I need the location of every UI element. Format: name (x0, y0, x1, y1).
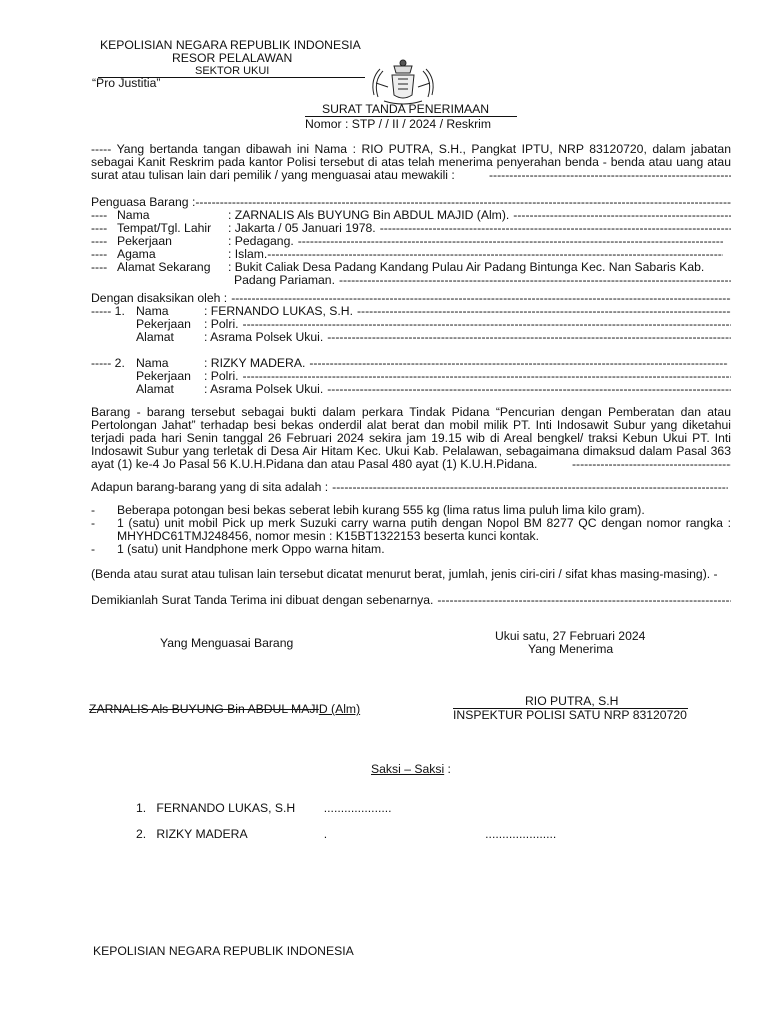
field-prefix: ---- (91, 234, 108, 248)
dash-fill (267, 248, 723, 261)
witness-value: : RIZKY MADERA. (204, 356, 306, 370)
intro-text: ----- Yang bertanda tangan dibawah ini Nama : RIO PUTRA, S.H., Pangkat IPTU, NRP 83120720, dalam jabatan sebagai Kanit Reskrim pada kantor Polisi tersebut di atas telah menerima penyerahan benda - benda atau uang atau surat atau tulisan lain dari pemilik / yang menguasai atau mewakili : (91, 142, 731, 182)
seized-item-2: 1 (satu) unit mobil Pick up merk Suzuki carry warna putih dengan Nopol BM 8277 QC dengan nomor rangka : MHYHDC61TMJ248456, nomor mesin : K15BT1322153 beserta kunci kontak. (117, 516, 731, 543)
sector-name: SEKTOR UKUI (195, 65, 270, 77)
field-prefix: ---- (91, 247, 108, 261)
case-text: Barang - barang tersebut sebagai bukti dalam perkara Tindak Pidana “Pencurian dengan Pemberatan dan atau Pertolongan Jahat” terhadap besi bekas onderdil alat berat dan mobil milik PT. Inti Indosawit Subur yang diketahui terjadi pada hari Senin tanggal 26 Februari 2024 sekira jam 19.15 wib di Areal bengkel/ traksi Kebun Ukui PT. Inti Indosawit Subur yang terletak di Desa Air Hitam Kec. Ukui Kab. Pelalawan, sebagaimana dimaksud dalam Pasal 363 ayat (1) ke-4 Jo Pasal 56 K.U.H.Pidana dan atau Pasal 480 ayat (1) K.U.H.Pidana. (91, 405, 731, 471)
seized-item-1: Beberapa potongan besi bekas seberat lebih kurang 555 kg (lima ratus lima puluh lima kilo gram). (117, 503, 645, 517)
witness-label: Nama (136, 304, 169, 318)
signature-right-rank: INSPEKTUR POLISI SATU NRP 83120720 (453, 708, 687, 722)
dash-fill (298, 235, 723, 248)
field-value: : Islam. (228, 247, 268, 261)
witness-sign-dot: . (323, 827, 328, 841)
witness-sign-dots: ..................... (485, 827, 557, 841)
owner-heading-label: Penguasa Barang : (91, 195, 196, 209)
intro-dash-fill (489, 169, 731, 182)
seized-bullet-3: - (91, 542, 96, 556)
witness-value: : Asrama Polsek Ukui. (204, 382, 324, 396)
field-value: : Jakarta / 05 Januari 1978. (228, 221, 376, 235)
field-value-continued: Padang Pariaman. (234, 273, 335, 287)
seized-heading (91, 481, 728, 494)
signature-left-name (89, 703, 360, 716)
case-dash-fill (572, 458, 731, 471)
witness-sign-name: FERNANDO LUKAS, S.H (156, 801, 296, 815)
signature-right-title: Yang Menerima (528, 642, 614, 656)
left-name-rest: D (Alm) (318, 702, 361, 716)
resort-name: RESOR PELALAWAN (172, 51, 293, 65)
signature-left-title: Yang Menguasai Barang (160, 636, 294, 650)
document-title: SURAT TANDA PENERIMAAN (322, 102, 490, 116)
closing-text: Demikianlah Surat Tanda Terima ini dibuat dengan sebenarnya. (91, 593, 434, 607)
owner-field-address-line2 (234, 274, 731, 287)
field-label: Nama (117, 208, 150, 222)
dash-fill (357, 305, 731, 318)
witness-sign-dots: .................... (323, 801, 392, 815)
owner-field-birth (91, 222, 731, 235)
seized-bullet-1: - (91, 503, 96, 517)
field-prefix: ---- (91, 208, 108, 222)
field-value: : Bukit Caliak Desa Padang Kandang Pulau Air Padang Bintunga Kec. Nan Sabaris Kab. (228, 261, 705, 274)
field-label: Agama (117, 247, 156, 261)
witness-sign-num: 1. (136, 801, 147, 815)
signature-right-name: RIO PUTRA, S.H (525, 694, 619, 708)
owner-field-job (91, 235, 723, 248)
dash-fill (437, 594, 731, 607)
witness-sign-row-2 (136, 828, 556, 841)
owner-field-address (91, 261, 731, 274)
dash-fill (309, 357, 728, 370)
witness-signatures-colon: : (444, 762, 451, 776)
dash-fill (332, 481, 728, 494)
witness-label: Pekerjaan (136, 369, 191, 383)
left-name-struck: ZARNALIS Als BUYUNG Bin ABDUL MAJI (89, 702, 319, 716)
agency-name: KEPOLISIAN NEGARA REPUBLIK INDONESIA (100, 38, 361, 52)
witness-sign-name: RIZKY MADERA (156, 827, 248, 841)
witness-label: Alamat (136, 330, 174, 344)
witness-signatures-heading-label: Saksi – Saksi (371, 762, 445, 776)
footer-agency: KEPOLISIAN NEGARA REPUBLIK INDONESIA (93, 944, 354, 958)
witness-value: : Polri. (204, 369, 239, 383)
dash-fill (380, 222, 731, 235)
witness-label: Nama (136, 356, 169, 370)
witness-value: : Asrama Polsek Ukui. (204, 330, 324, 344)
witness-value: : Polri. (204, 317, 239, 331)
dash-fill (327, 383, 731, 396)
witnesses-heading-label: Dengan disaksikan oleh : (91, 291, 228, 305)
witness-value: : FERNANDO LUKAS, S.H. (204, 304, 353, 318)
seized-item-3: 1 (satu) unit Handphone merk Oppo warna hitam. (117, 542, 385, 556)
witness-sign-row-1 (136, 802, 392, 815)
pro-justitia: “Pro Justitia” (92, 76, 161, 90)
police-emblem-icon (368, 57, 438, 107)
field-value: : Pedagang. (228, 234, 294, 248)
dash-fill (327, 331, 731, 344)
dash-fill (339, 274, 731, 287)
witness-sign-num: 2. (136, 827, 147, 841)
witness-1-address (136, 331, 731, 344)
document-number: Nomor : STP / / II / 2024 / Reskrim (305, 117, 492, 131)
field-prefix: ---- (91, 221, 108, 235)
witness-label: Pekerjaan (136, 317, 191, 331)
seized-bullet-2: - (91, 516, 96, 530)
closing-line (91, 594, 731, 607)
field-label: Tempat/Tgl. Lahir (117, 221, 212, 235)
seized-heading-label: Adapun barang-barang yang di sita adalah : (91, 480, 329, 494)
witness-signatures-heading (371, 763, 451, 776)
note-text: (Benda atau surat atau tulisan lain tersebut dicatat menurut berat, jumlah, jenis ciri-ciri / sifat khas masing-masing). - (91, 567, 718, 581)
field-label: Pekerjaan (117, 234, 172, 248)
witness-label: Alamat (136, 382, 174, 396)
witness-prefix: ----- 2. (91, 356, 125, 370)
witness-prefix: ----- 1. (91, 304, 125, 318)
field-value: : ZARNALIS Als BUYUNG Bin ABDUL MAJID (Alm). (228, 208, 510, 222)
field-prefix: ---- (91, 260, 108, 274)
field-label: Alamat Sekarang (117, 260, 211, 274)
witness-2-address (136, 383, 731, 396)
dash-fill (513, 209, 731, 222)
signature-date: Ukui satu, 27 Februari 2024 (495, 629, 646, 643)
witnesses-heading (91, 292, 731, 305)
